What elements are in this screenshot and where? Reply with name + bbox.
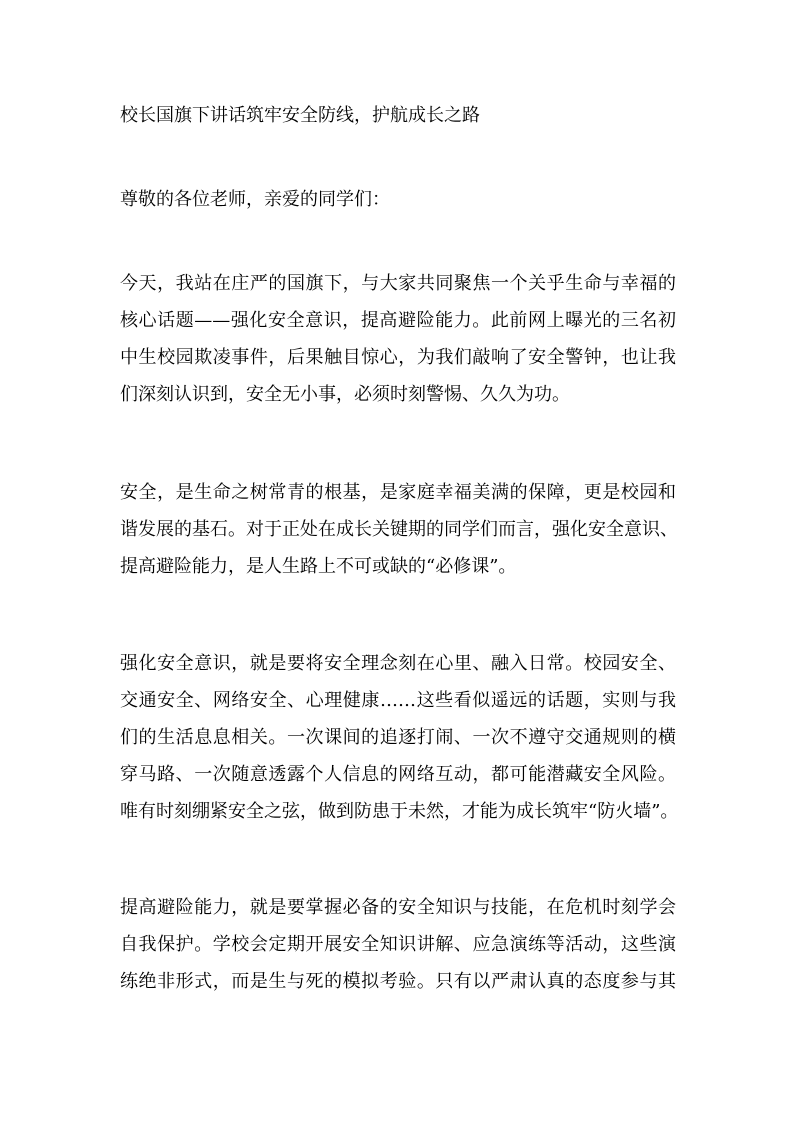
paragraph-3 — [120, 645, 679, 830]
text-line: 唯有时刻绷紧安全之弦，做到防患于未然，才能为成长筑牢“防火墙”。 — [120, 801, 679, 822]
text-line: 今天，我站在庄严的国旗下，与大家共同聚焦一个关乎生命与幸福的 — [120, 273, 676, 294]
text-line: 提高避险能力，就是要掌握必备的安全知识与技能，在危机时刻学会 — [120, 897, 676, 918]
text-line: 穿马路、一次随意透露个人信息的网络互动，都可能潜藏安全风险。 — [120, 764, 676, 785]
text-line: 们的生活息息相关。一次课间的追逐打闹、一次不遵守交通规则的横 — [120, 727, 676, 748]
text-line: 核心话题——强化安全意识，提高避险能力。此前网上曝光的三名初 — [120, 310, 676, 331]
text-line: 强化安全意识，就是要将安全理念刻在心里、融入日常。校园安全、 — [120, 653, 676, 674]
text-line: 练绝非形式，而是生与死的模拟考验。只有以严肃认真的态度参与其 — [120, 971, 676, 992]
text-line: 谐发展的基石。对于正处在成长关键期的同学们而言，强化安全意识、 — [120, 519, 678, 540]
text-line: 自我保护。学校会定期开展安全知识讲解、应急演练等活动，这些演 — [120, 934, 676, 955]
salutation: 尊敬的各位老师，亲爱的同学们： — [120, 189, 390, 210]
text-line: 们深刻认识到，安全无小事，必须时刻警惕、久久为功。 — [120, 384, 570, 405]
text-line: 安全，是生命之树常青的根基，是家庭幸福美满的保障，更是校园和 — [120, 482, 676, 503]
text-line: 交通安全、网络安全、心理健康……这些看似遥远的话题，实则与我 — [120, 690, 676, 711]
speech-title: 校长国旗下讲话筑牢安全防线，护航成长之路 — [120, 105, 480, 126]
paragraph-2 — [120, 474, 676, 585]
text-line: 提高避险能力，是人生路上不可或缺的“必修课”。 — [120, 556, 517, 577]
text-line: 中生校园欺凌事件，后果触目惊心，为我们敲响了安全警钟，也让我 — [120, 347, 676, 368]
paragraph-1 — [120, 265, 676, 413]
paragraph-4 — [120, 889, 676, 1000]
